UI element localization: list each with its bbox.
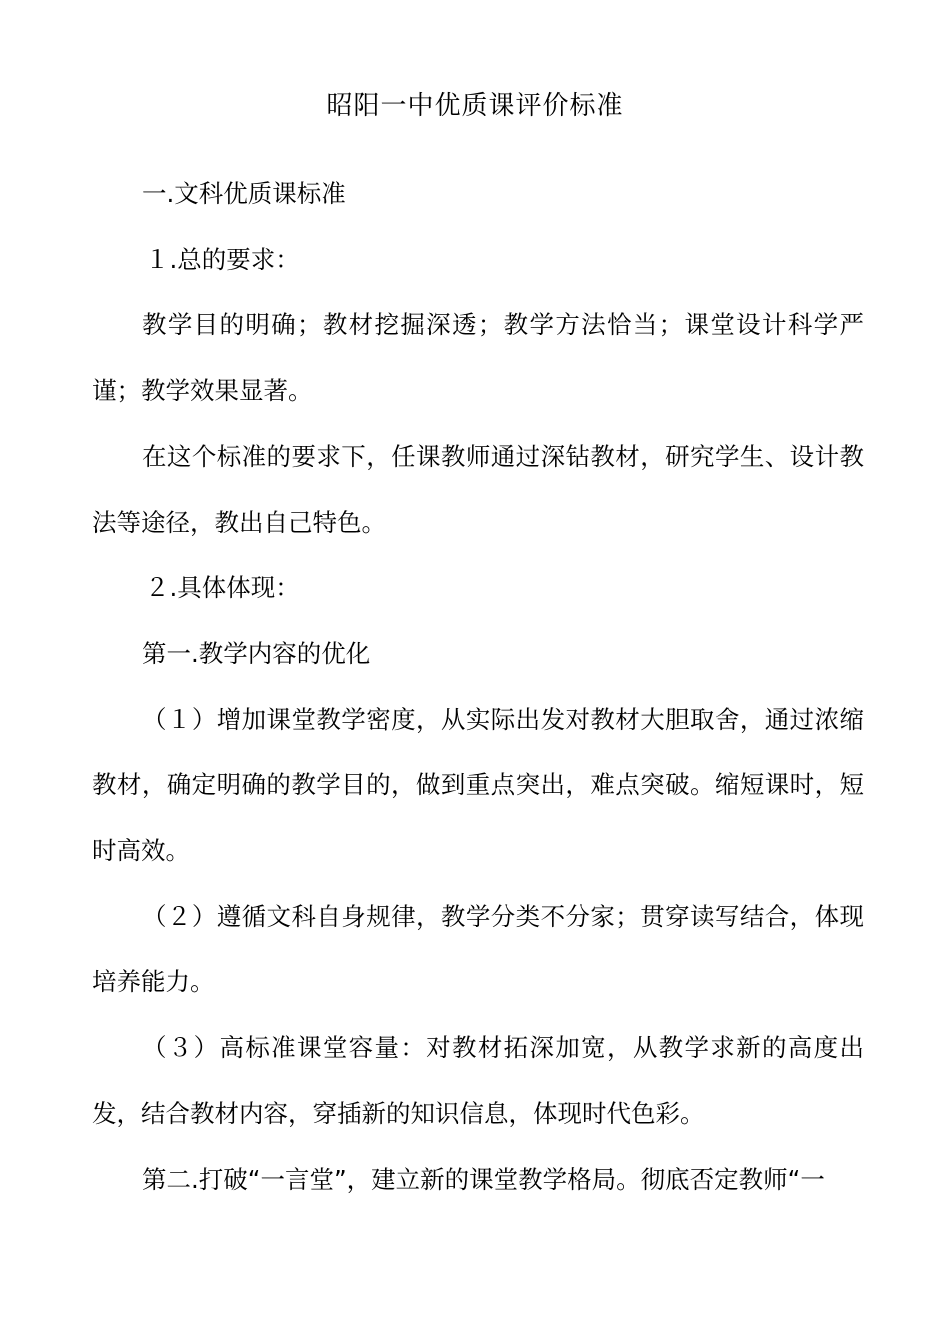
subheading-specific-embodiment: ２.具体体现： (145, 573, 300, 603)
paragraph-second-point: 第二.打破“一言堂”，建立新的课堂教学格局。彻底否定教师“一 (142, 1164, 825, 1194)
document-title: 昭阳一中优质课评价标准 (326, 91, 624, 121)
paragraph-standard-explanation: 在这个标准的要求下，任课教师通过深钻教材，研究学生、设计教法等途径，教出自己特色。 (92, 441, 864, 537)
section-heading-liberal-arts: 一.文科优质课标准 (142, 179, 346, 208)
paragraph-item-3: （３）高标准课堂容量：对教材拓深加宽，从教学求新的高度出发，结合教材内容，穿插新的知识信息，体现时代色彩。 (92, 1033, 864, 1128)
paragraph-item-2: （２）遵循文科自身规律，教学分类不分家；贯穿读写结合，体现培养能力。 (92, 901, 864, 997)
heading-content-optimization: 第一.教学内容的优化 (142, 638, 371, 668)
document-body (92, 161, 864, 1212)
paragraph-requirements: 教学目的明确；教材挖掘深透；教学方法恰当；课堂设计科学严谨；教学效果显著。 (92, 310, 864, 406)
paragraph-item-1: （１）增加课堂教学密度，从实际出发对教材大胆取舍，通过浓缩教材，确定明确的教学目的，做到重点突出，难点突破。缩短课时，短时高效。 (92, 704, 864, 866)
subheading-general-requirements: １.总的要求： (145, 244, 300, 274)
